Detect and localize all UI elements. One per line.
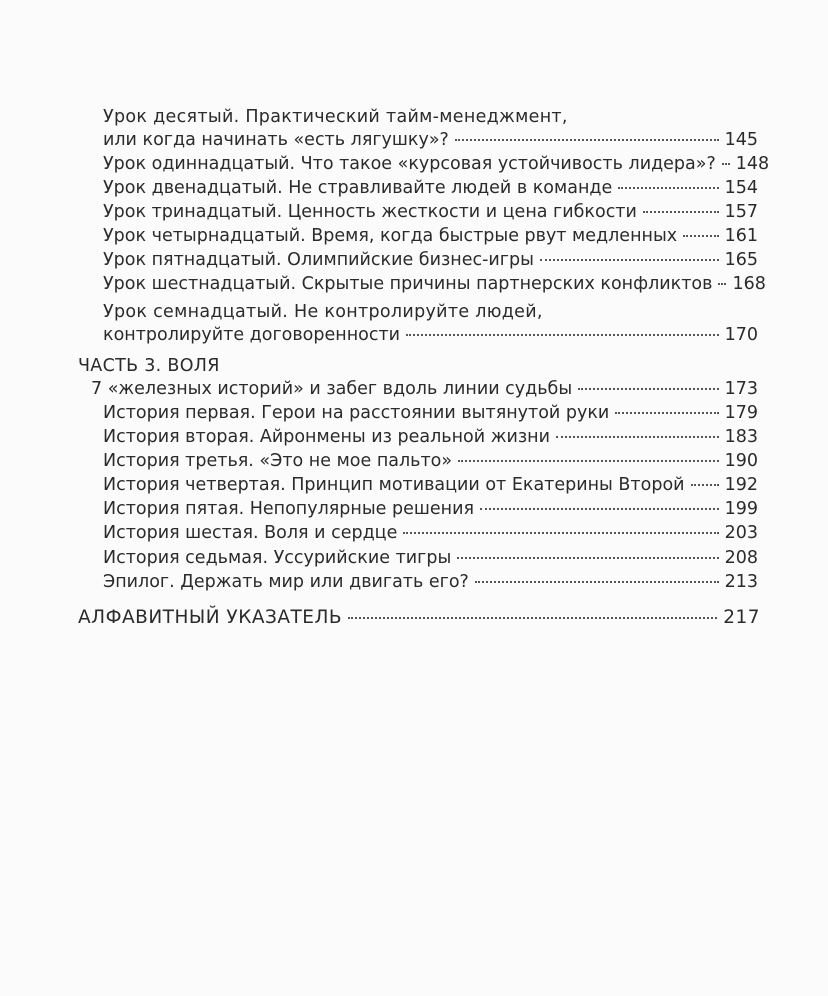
dot-leader — [578, 388, 718, 390]
toc-entry-lesson-17[interactable] — [103, 324, 758, 346]
toc-entry-story-2[interactable] — [103, 426, 758, 448]
toc-entry-title: Урок четырнадцатый. Время, когда быстрые рвут медленных — [103, 226, 678, 246]
toc-entry-title: или когда начинать «есть лягушку»? — [103, 130, 449, 150]
page-number: 213 — [724, 572, 758, 592]
toc-entry-story-7[interactable] — [103, 547, 758, 569]
page-number: 154 — [724, 178, 758, 198]
toc-entry-title: АЛФАВИТНЫЙ УКАЗАТЕЛЬ — [78, 607, 343, 628]
dot-leader — [556, 436, 719, 438]
dot-leader — [455, 139, 719, 141]
page-number: 217 — [723, 607, 760, 628]
toc-entry-lesson-13[interactable] — [103, 201, 758, 223]
toc-entry-alphabetical-index[interactable] — [78, 607, 760, 629]
dot-leader — [475, 581, 719, 583]
dot-leader — [540, 259, 719, 261]
dot-leader — [406, 334, 719, 336]
dot-leader — [718, 283, 726, 285]
toc-entry-story-5[interactable] — [103, 498, 758, 520]
page-number: 203 — [724, 523, 758, 543]
toc-entry-story-1[interactable] — [103, 402, 758, 424]
dot-leader — [615, 412, 718, 414]
toc-entry-epilogue[interactable] — [103, 571, 758, 593]
dot-leader — [643, 211, 719, 213]
page-number: 192 — [724, 475, 758, 495]
toc-entry-title: Урок тринадцатый. Ценность жесткости и цена гибкости — [103, 202, 637, 222]
page-number: 190 — [724, 451, 758, 471]
toc-entry-lesson-15[interactable] — [103, 249, 758, 271]
page-number: 173 — [724, 379, 758, 399]
dot-leader — [348, 617, 717, 619]
toc-entry-lesson-12[interactable] — [103, 177, 758, 199]
dot-leader — [618, 187, 718, 189]
page-number: 170 — [724, 325, 758, 345]
toc-entry-lesson-16[interactable] — [103, 273, 766, 295]
page-number: 183 — [724, 427, 758, 447]
page-number: 145 — [724, 130, 758, 150]
dot-leader — [691, 484, 719, 486]
toc-entry-title: История шестая. Воля и сердце — [103, 523, 398, 543]
toc-entry-lesson-14[interactable] — [103, 225, 758, 247]
page-number: 199 — [724, 499, 758, 519]
dot-leader — [722, 163, 730, 165]
toc-entry-lesson-17-line1: Урок семнадцатый. Не контролируйте людей, — [103, 302, 543, 322]
toc-entry-lesson-10[interactable] — [103, 129, 758, 151]
page-number: 161 — [724, 226, 758, 246]
toc-entry-title: История первая. Герои на расстоянии вытянутой руки — [103, 403, 610, 423]
toc-entry-lesson-11[interactable] — [103, 153, 770, 175]
page-number: 179 — [724, 403, 758, 423]
toc-entry-story-6[interactable] — [103, 522, 758, 544]
toc-entry-title: История третья. «Это не мое пальто» — [103, 451, 453, 471]
toc-entry-title: контролируйте договоренности — [103, 325, 401, 345]
dot-leader — [457, 557, 718, 559]
toc-entry-title: История седьмая. Уссурийские тигры — [103, 548, 452, 568]
page-number: 157 — [724, 202, 758, 222]
toc-entry-title: Урок шестнадцатый. Скрытые причины партнерских конфликтов — [103, 274, 713, 294]
toc-entry-title: 7 «железных историй» и забег вдоль линии судьбы — [91, 379, 573, 399]
toc-entry-title: История четвертая. Принцип мотивации от Екатерины Второй — [103, 475, 685, 495]
page-number: 168 — [732, 274, 766, 294]
toc-entry-title: История пятая. Непопулярные решения — [103, 499, 475, 519]
toc-entry-title: Урок двенадцатый. Не стравливайте людей в команде — [103, 178, 613, 198]
toc-entry-title: Урок одиннадцатый. Что такое «курсовая устойчивость лидера»? — [103, 154, 716, 174]
dot-leader — [480, 508, 719, 510]
dot-leader — [458, 460, 719, 462]
toc-entry-story-4[interactable] — [103, 474, 758, 496]
toc-entry-lesson-10-line1: Урок десятый. Практический тайм-менеджмент, — [103, 107, 568, 127]
toc-entry-story-3[interactable] — [103, 450, 758, 472]
toc-entry-title: История вторая. Айронмены из реальной жизни — [103, 427, 550, 447]
page-number: 165 — [724, 250, 758, 270]
dot-leader — [403, 532, 718, 534]
toc-entry-part-3-intro[interactable] — [91, 378, 758, 400]
toc-entry-title: Эпилог. Держать мир или двигать его? — [103, 572, 469, 592]
part-3-heading: ЧАСТЬ 3. ВОЛЯ — [78, 356, 220, 376]
page-number: 208 — [724, 548, 758, 568]
page-number: 148 — [735, 154, 770, 174]
toc-entry-title: Урок пятнадцатый. Олимпийские бизнес-игры — [103, 250, 534, 270]
dot-leader — [683, 235, 718, 237]
